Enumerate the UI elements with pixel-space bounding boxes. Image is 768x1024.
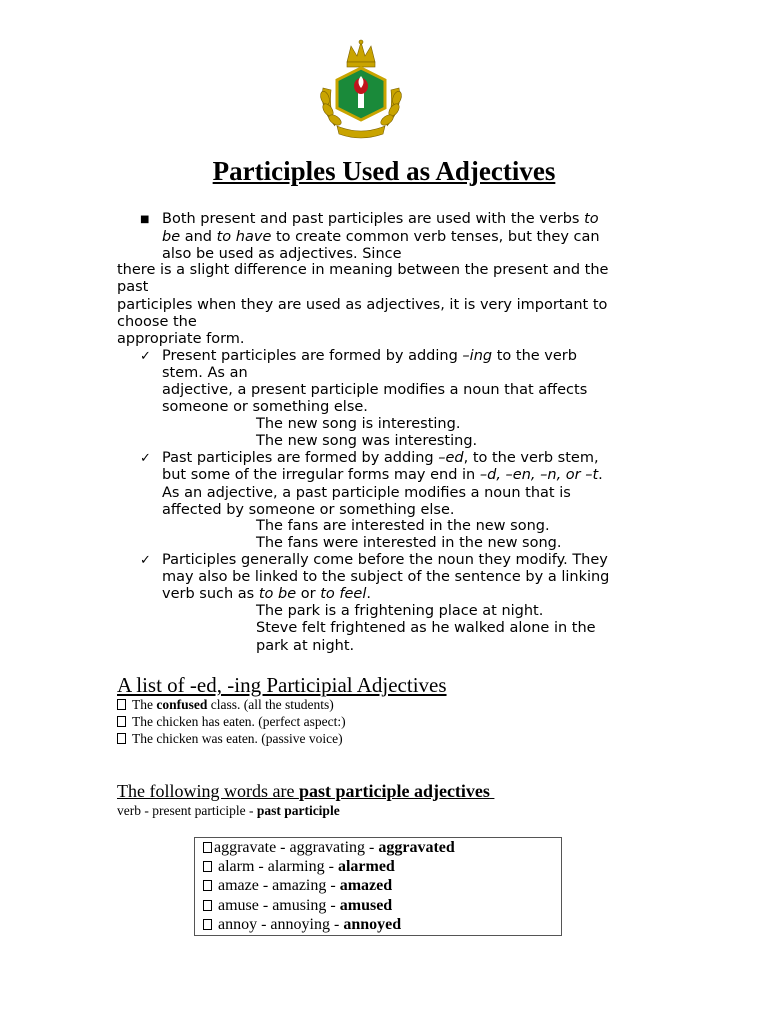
point1-example-2: The new song was interesting. — [256, 433, 478, 449]
point2-example-2: The fans were interested in the new song. — [256, 535, 562, 551]
ribbon-banner — [337, 126, 385, 138]
box-bullet-icon — [117, 699, 126, 710]
box-bullet-icon — [203, 880, 212, 891]
word-row: aggravate - aggravating - aggravated — [203, 839, 455, 857]
intro-line-3: also be used as adjectives. Since — [162, 246, 402, 262]
list-item: The chicken was eaten. (passive voice) — [117, 731, 343, 747]
verb-forms-legend: verb - present participle - past participle — [117, 803, 340, 818]
point3-line-2: may also be linked to the subject of the sentence by a linking — [162, 569, 610, 585]
intro-line-7: choose the — [117, 314, 197, 330]
word-row: amaze - amazing - amazed — [203, 877, 392, 895]
point3-example-1: The park is a frightening place at night. — [256, 603, 544, 619]
point1-line-1: Present participles are formed by adding –ing to the verb — [162, 348, 577, 364]
point1-line-2: stem. As an — [162, 365, 248, 381]
box-bullet-icon — [203, 842, 212, 853]
intro-line-1: Both present and past participles are used with the verbs to — [162, 211, 599, 227]
box-bullet-icon — [203, 900, 212, 911]
checkmark-icon: ✓ — [140, 553, 151, 568]
checkmark-icon: ✓ — [140, 451, 151, 466]
point3-example-2: Steve felt frightened as he walked alone in the — [256, 620, 596, 636]
word-row: annoy - annoying - annoyed — [203, 916, 401, 934]
point2-line-1: Past participles are formed by adding –ed, to the verb stem, — [162, 450, 599, 466]
past-participle-heading: The following words are past participle adjectives — [117, 781, 490, 801]
point2-line-2: but some of the irregular forms may end in –d, –en, –n, or –t. — [162, 467, 603, 483]
intro-line-2: be and to have to create common verb tenses, but they can — [162, 229, 600, 245]
box-bullet-icon — [117, 733, 126, 744]
box-bullet-icon — [117, 716, 126, 727]
list-item: The confused class. (all the students) — [117, 697, 334, 713]
bullet-square-icon: ■ — [140, 214, 150, 225]
list-item: The chicken has eaten. (perfect aspect:) — [117, 714, 346, 730]
point3-line-1: Participles generally come before the noun they modify. They — [162, 552, 608, 568]
checkmark-icon: ✓ — [140, 349, 151, 364]
list-heading: A list of -ed, -ing Participial Adjectives — [117, 673, 447, 697]
point2-line-4: affected by someone or something else. — [162, 502, 455, 518]
point2-line-3: As an adjective, a past participle modifies a noun that is — [162, 485, 571, 501]
point3-line-3: verb such as to be or to feel. — [162, 586, 371, 602]
intro-line-6: participles when they are used as adjectives, it is very important to — [117, 297, 608, 313]
point1-line-4: someone or something else. — [162, 399, 368, 415]
point1-example-1: The new song is interesting. — [256, 416, 461, 432]
page-title: Participles Used as Adjectives — [212, 156, 556, 186]
word-list-box — [194, 837, 562, 936]
point2-example-1: The fans are interested in the new song. — [256, 518, 550, 534]
box-bullet-icon — [203, 919, 212, 930]
word-row: alarm - alarming - alarmed — [203, 858, 395, 876]
point3-example-3: park at night. — [256, 638, 355, 654]
box-bullet-icon — [203, 861, 212, 872]
point1-line-3: adjective, a present participle modifies a noun that affects — [162, 382, 588, 398]
intro-line-4: there is a slight difference in meaning between the present and the — [117, 262, 609, 278]
intro-line-8: appropriate form. — [117, 331, 245, 347]
crown-icon — [347, 40, 375, 67]
institution-emblem — [313, 38, 409, 142]
word-row: amuse - amusing - amused — [203, 897, 392, 915]
intro-line-5: past — [117, 279, 149, 295]
